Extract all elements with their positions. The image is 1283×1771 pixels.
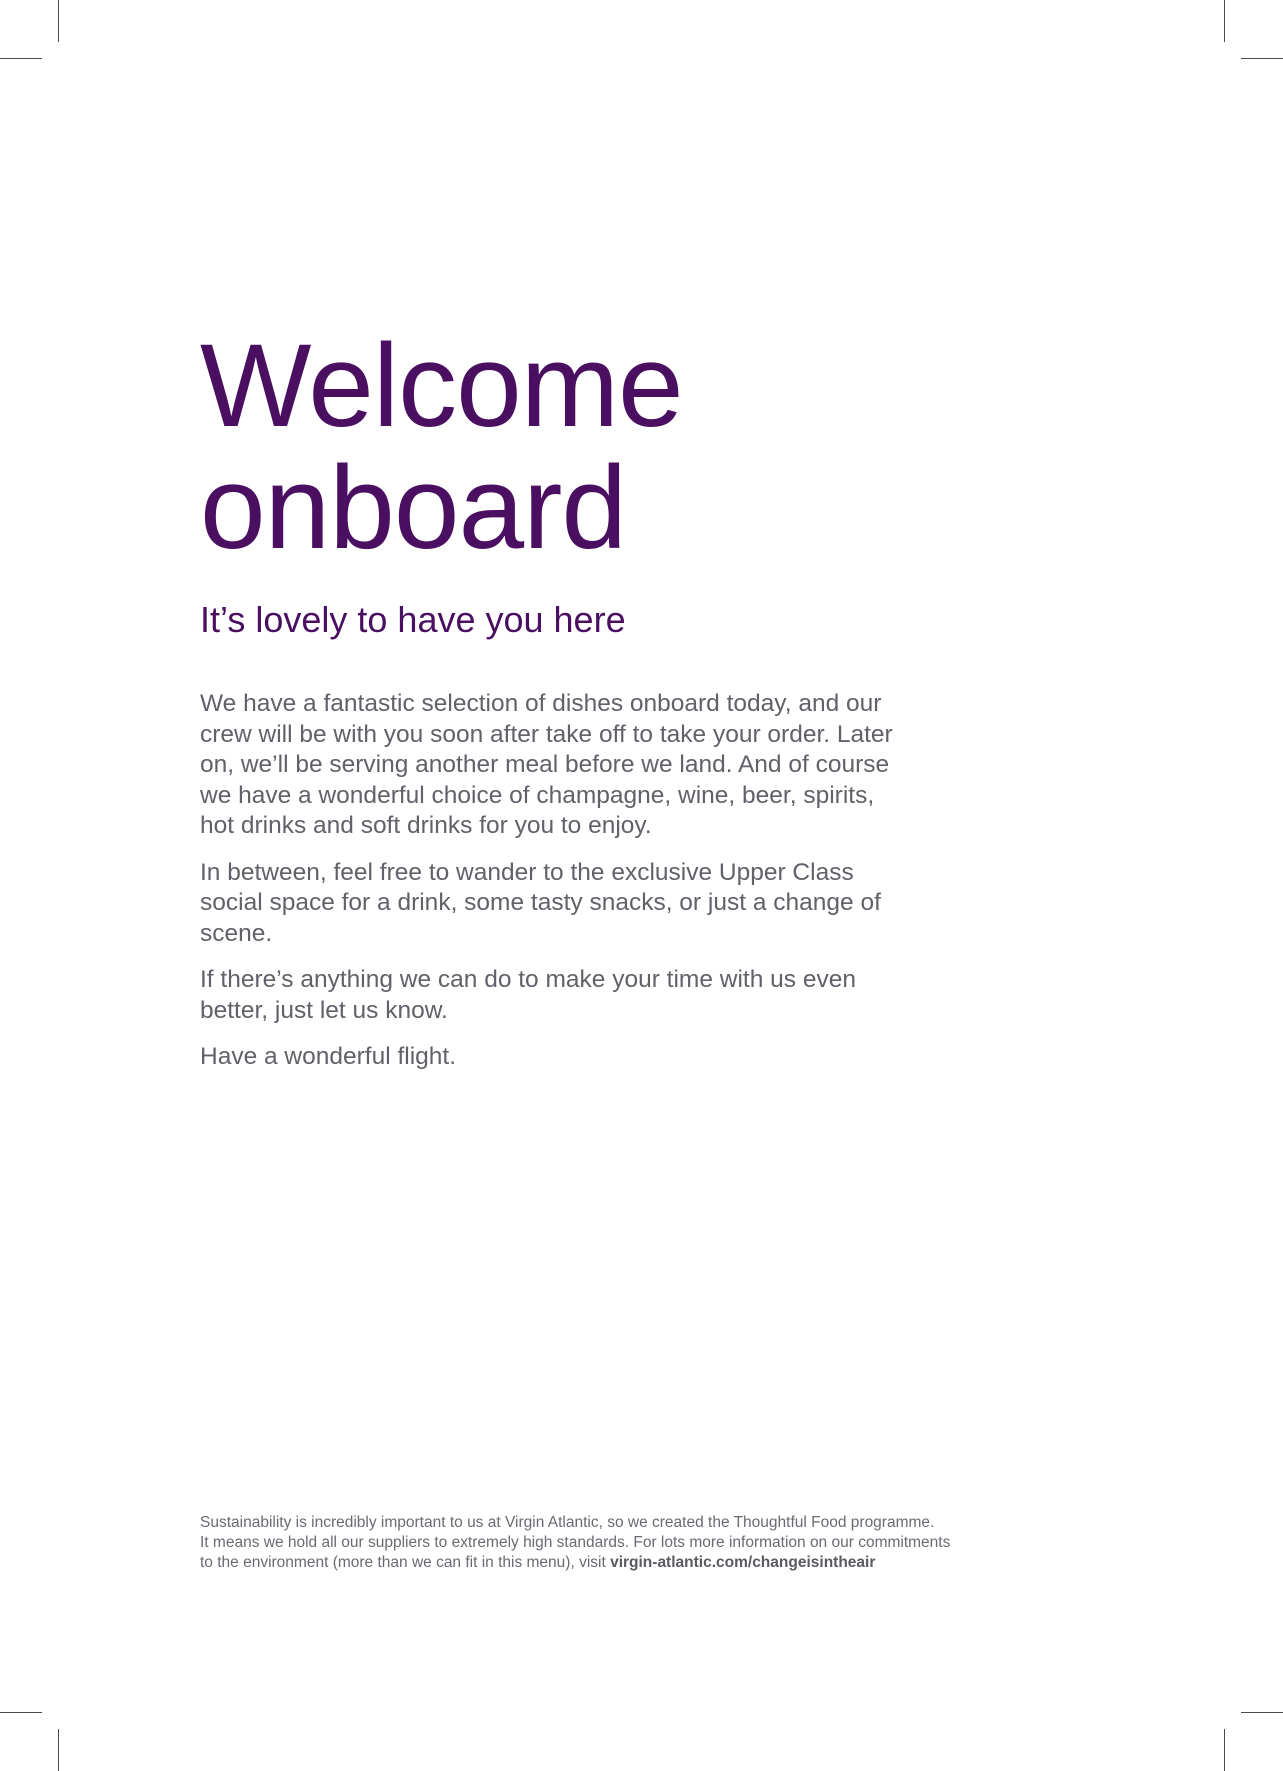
crop-mark-top-left-vertical <box>58 0 59 42</box>
paragraph-social-space: In between, feel free to wander to the exclusive Upper Class social space for a drink, some tasty snacks, or just a change of scene. <box>200 858 881 947</box>
footer-line-3-text: to the environment (more than we can fit in this menu), visit <box>200 1554 606 1571</box>
footer-line-3 <box>200 1553 1100 1573</box>
paragraph-farewell: Have a wonderful flight. <box>200 1043 457 1070</box>
crop-mark-top-left-horizontal <box>0 58 42 59</box>
footer-line-1: Sustainability is incredibly important to us at Virgin Atlantic, so we created the Thoughtful Food programme. <box>200 1514 935 1531</box>
footer-line-2: It means we hold all our suppliers to extremely high standards. For lots more information on our commitments <box>200 1534 951 1551</box>
crop-mark-bottom-left-horizontal <box>0 1712 42 1713</box>
crop-mark-bottom-left-vertical <box>58 1729 59 1771</box>
paragraph-help: If there’s anything we can do to make your time with us even better, just let us know. <box>200 966 856 1024</box>
crop-mark-bottom-right-horizontal <box>1241 1712 1283 1713</box>
crop-mark-bottom-right-vertical <box>1224 1729 1225 1771</box>
welcome-content <box>200 320 920 1089</box>
page-subtitle: It’s lovely to have you here <box>200 599 626 640</box>
crop-mark-top-right-horizontal <box>1241 58 1283 59</box>
crop-mark-top-right-vertical <box>1224 0 1225 42</box>
sustainability-link[interactable]: virgin-atlantic.com/changeisintheair <box>610 1554 876 1571</box>
paragraph-intro: We have a fantastic selection of dishes onboard today, and our crew will be with you soon after take off to take your order. Later on, we’ll be serving another meal before we land. And of course we have a wonderful choice of champagne, wine, beer, spirits, hot drinks and soft drinks for you to enjoy. <box>200 690 893 839</box>
title-line-1: Welcome <box>200 320 683 452</box>
page-title <box>200 320 920 574</box>
title-line-2: onboard <box>200 442 627 574</box>
sustainability-note <box>200 1513 1100 1573</box>
body-text <box>200 689 900 1073</box>
